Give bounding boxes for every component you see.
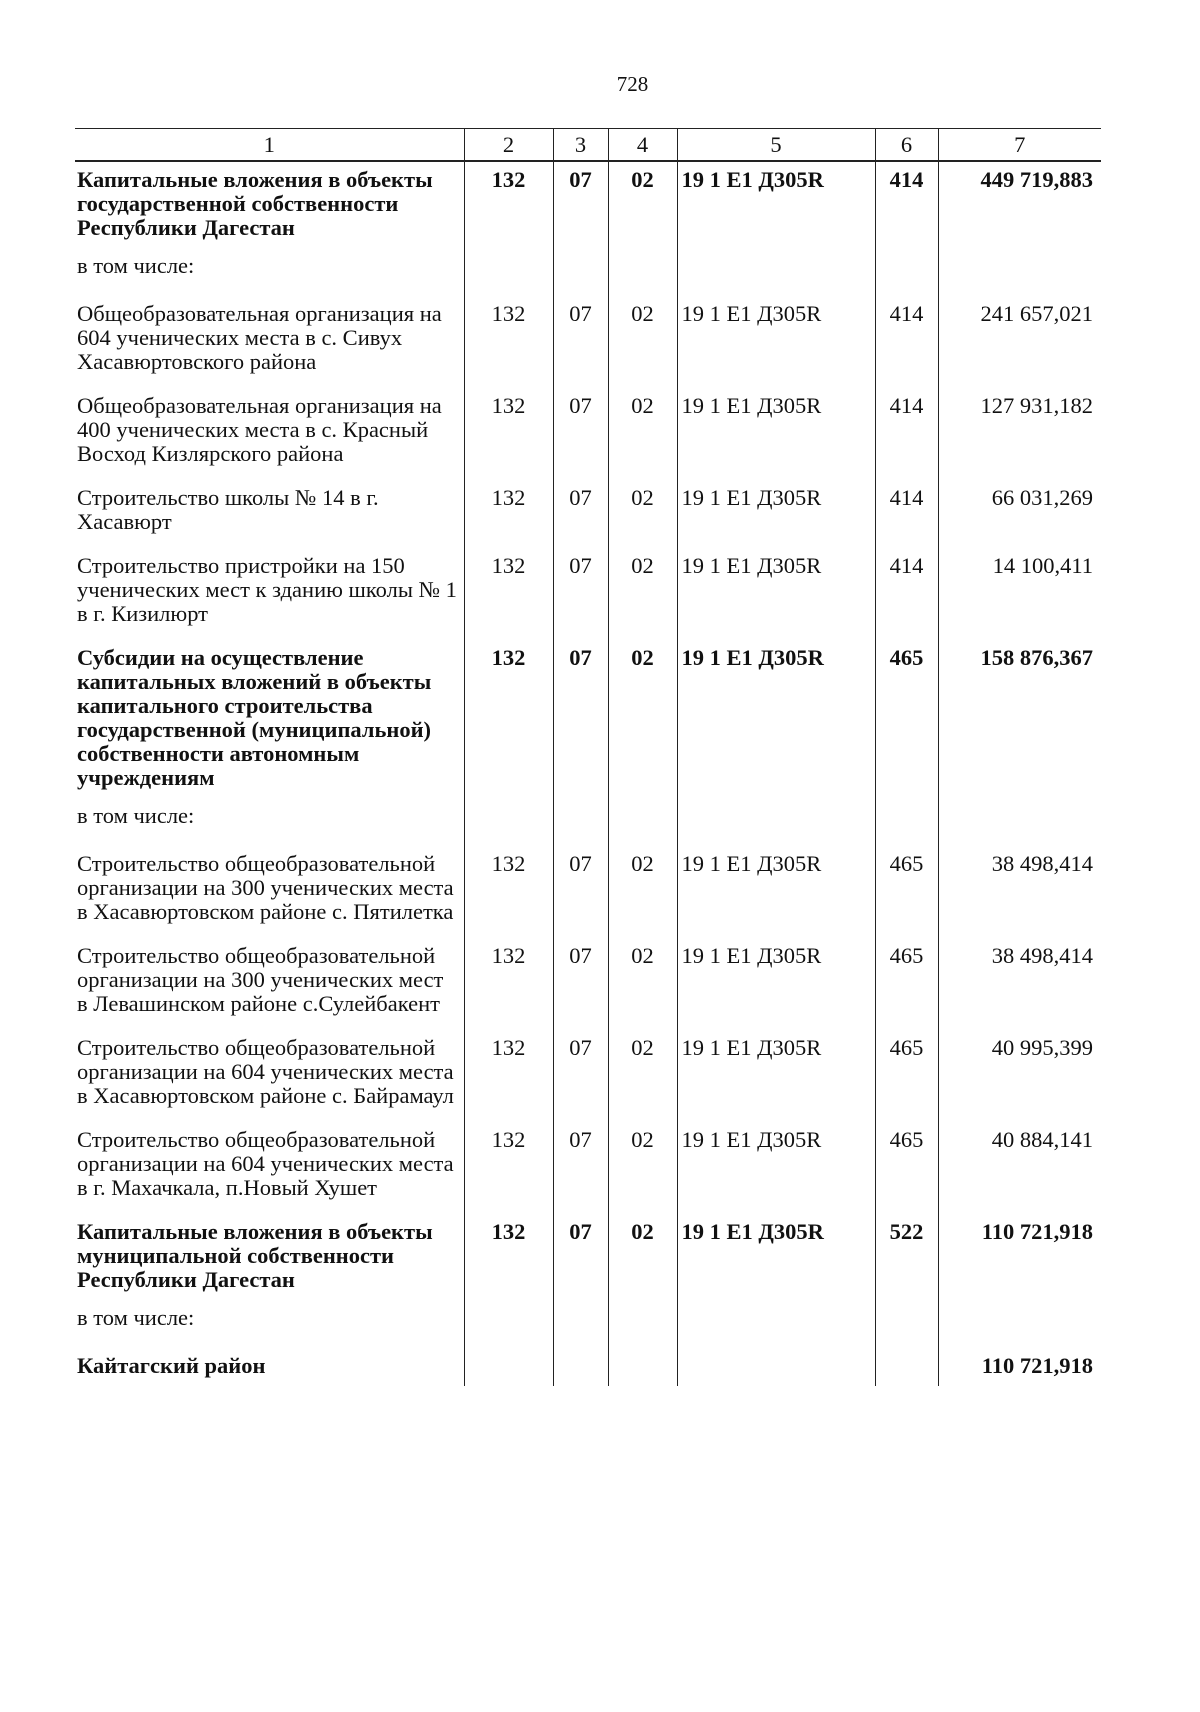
table-row <box>75 480 1101 548</box>
page-number: 728 <box>616 72 649 96</box>
row-col6-cell: 414 <box>875 548 938 640</box>
row-col6-cell <box>875 1306 938 1348</box>
table-row <box>75 938 1101 1030</box>
table-row <box>75 388 1101 480</box>
row-col2-cell: 132 <box>464 1030 553 1122</box>
row-col6-cell: 414 <box>875 480 938 548</box>
row-col4-cell: 02 <box>608 1214 677 1306</box>
row-amount-cell: 40 995,399 <box>938 1030 1101 1122</box>
row-name-cell: Строительство общеобразовательной организации на 604 ученических места в Хасавюртовском районе с. Байрамаул <box>77 1035 454 1108</box>
row-col3-cell: 07 <box>553 1214 608 1306</box>
row-amount-cell: 66 031,269 <box>938 480 1101 548</box>
row-col5-cell <box>677 254 875 296</box>
row-col6-cell <box>875 804 938 846</box>
row-col3-cell <box>553 804 608 846</box>
table-row <box>75 1030 1101 1122</box>
row-name-cell: Строительство общеобразовательной организации на 604 ученических места в г. Махачкала, п.Новый Хушет <box>77 1127 454 1200</box>
row-col5-cell: 19 1 Е1 Д305R <box>677 846 875 938</box>
row-col3-cell <box>553 254 608 296</box>
row-col6-cell <box>875 1348 938 1386</box>
row-col2-cell: 132 <box>464 388 553 480</box>
row-amount-cell <box>938 254 1101 296</box>
row-col2-cell <box>464 254 553 296</box>
row-col6-cell: 465 <box>875 846 938 938</box>
table-row <box>75 254 1101 296</box>
row-col4-cell <box>608 804 677 846</box>
row-amount-cell: 40 884,141 <box>938 1122 1101 1214</box>
header-col-1: 1 <box>75 129 464 162</box>
row-col4-cell: 02 <box>608 1122 677 1214</box>
row-col2-cell: 132 <box>464 548 553 640</box>
row-col6-cell: 465 <box>875 1122 938 1214</box>
row-col2-cell: 132 <box>464 480 553 548</box>
row-col3-cell: 07 <box>553 480 608 548</box>
row-col5-cell <box>677 1306 875 1348</box>
row-col3-cell: 07 <box>553 161 608 254</box>
table-row <box>75 846 1101 938</box>
row-amount-cell: 110 721,918 <box>938 1214 1101 1306</box>
row-col6-cell: 414 <box>875 296 938 388</box>
row-col6-cell: 522 <box>875 1214 938 1306</box>
row-col6-cell: 414 <box>875 388 938 480</box>
row-amount-cell: 110 721,918 <box>938 1348 1101 1386</box>
row-col4-cell: 02 <box>608 480 677 548</box>
row-col4-cell: 02 <box>608 296 677 388</box>
header-col-7: 7 <box>938 129 1101 162</box>
row-name-cell: Кайтагский район <box>77 1353 266 1378</box>
row-col3-cell: 07 <box>553 640 608 804</box>
row-col3-cell <box>553 1348 608 1386</box>
row-name-cell: Строительство школы № 14 в г. Хасавюрт <box>77 485 379 534</box>
row-col5-cell: 19 1 Е1 Д305R <box>677 1122 875 1214</box>
row-col3-cell: 07 <box>553 548 608 640</box>
table-row <box>75 161 1101 254</box>
row-col5-cell: 19 1 Е1 Д305R <box>677 388 875 480</box>
row-col2-cell <box>464 804 553 846</box>
row-col3-cell: 07 <box>553 1030 608 1122</box>
row-col2-cell <box>464 1348 553 1386</box>
row-amount-cell: 14 100,411 <box>938 548 1101 640</box>
row-col3-cell: 07 <box>553 846 608 938</box>
header-col-2: 2 <box>464 129 553 162</box>
row-col4-cell: 02 <box>608 548 677 640</box>
header-col-4: 4 <box>608 129 677 162</box>
table-body <box>75 161 1101 1386</box>
row-col2-cell <box>464 1306 553 1348</box>
row-amount-cell <box>938 1306 1101 1348</box>
row-col6-cell: 465 <box>875 640 938 804</box>
row-col5-cell: 19 1 Е1 Д305R <box>677 548 875 640</box>
table-row <box>75 1214 1101 1306</box>
row-col2-cell: 132 <box>464 846 553 938</box>
row-name-cell: Строительство общеобразовательной организации на 300 ученических мест в Левашинском районе с.Сулейбакент <box>77 943 444 1016</box>
row-col3-cell: 07 <box>553 388 608 480</box>
row-col2-cell: 132 <box>464 640 553 804</box>
row-col5-cell: 19 1 Е1 Д305R <box>677 640 875 804</box>
row-amount-cell: 38 498,414 <box>938 938 1101 1030</box>
row-col4-cell <box>608 1348 677 1386</box>
row-col2-cell: 132 <box>464 1214 553 1306</box>
row-col2-cell: 132 <box>464 1122 553 1214</box>
row-name-cell: в том числе: <box>77 253 195 278</box>
row-col4-cell: 02 <box>608 846 677 938</box>
row-col6-cell: 414 <box>875 161 938 254</box>
row-amount-cell <box>938 804 1101 846</box>
header-col-6: 6 <box>875 129 938 162</box>
row-col5-cell <box>677 804 875 846</box>
row-name-cell: Строительство пристройки на 150 ученических мест к зданию школы № 1 в г. Кизилюрт <box>77 553 457 626</box>
row-col2-cell: 132 <box>464 938 553 1030</box>
budget-table <box>75 128 1101 1386</box>
row-name-cell: Капитальные вложения в объекты государственной собственности Республики Дагестан <box>77 167 433 240</box>
header-col-3: 3 <box>553 129 608 162</box>
table-row <box>75 1122 1101 1214</box>
table-header-row <box>75 129 1101 162</box>
row-col3-cell <box>553 1306 608 1348</box>
row-col5-cell <box>677 1348 875 1386</box>
row-amount-cell: 38 498,414 <box>938 846 1101 938</box>
table-row <box>75 1306 1101 1348</box>
row-col3-cell: 07 <box>553 1122 608 1214</box>
row-col4-cell: 02 <box>608 161 677 254</box>
row-amount-cell: 127 931,182 <box>938 388 1101 480</box>
row-amount-cell: 241 657,021 <box>938 296 1101 388</box>
row-col5-cell: 19 1 Е1 Д305R <box>677 480 875 548</box>
row-col5-cell: 19 1 Е1 Д305R <box>677 296 875 388</box>
row-col3-cell: 07 <box>553 296 608 388</box>
row-col4-cell: 02 <box>608 1030 677 1122</box>
row-name-cell: Общеобразовательная организация на 604 ученических места в с. Сивух Хасавюртовского района <box>77 301 442 374</box>
table-row <box>75 1348 1101 1386</box>
header-col-5: 5 <box>677 129 875 162</box>
row-name-cell: в том числе: <box>77 1305 195 1330</box>
row-col5-cell: 19 1 Е1 Д305R <box>677 1214 875 1306</box>
row-col6-cell: 465 <box>875 938 938 1030</box>
row-col3-cell: 07 <box>553 938 608 1030</box>
row-col2-cell: 132 <box>464 296 553 388</box>
row-col5-cell: 19 1 Е1 Д305R <box>677 938 875 1030</box>
row-col4-cell: 02 <box>608 388 677 480</box>
table-row <box>75 548 1101 640</box>
row-name-cell: Общеобразовательная организация на 400 ученических места в с. Красный Восход Кизлярского района <box>77 393 442 466</box>
table-row <box>75 296 1101 388</box>
row-amount-cell: 158 876,367 <box>938 640 1101 804</box>
row-name-cell: Строительство общеобразовательной организации на 300 ученических места в Хасавюртовском районе с. Пятилетка <box>77 851 454 924</box>
table-row <box>75 804 1101 846</box>
table-row <box>75 640 1101 804</box>
row-col4-cell: 02 <box>608 640 677 804</box>
row-col2-cell: 132 <box>464 161 553 254</box>
row-name-cell: в том числе: <box>77 803 195 828</box>
row-col6-cell <box>875 254 938 296</box>
row-col4-cell <box>608 1306 677 1348</box>
row-name-cell: Капитальные вложения в объекты муниципальной собственности Республики Дагестан <box>77 1219 433 1292</box>
row-amount-cell: 449 719,883 <box>938 161 1101 254</box>
row-name-cell: Субсидии на осуществление капитальных вложений в объекты капитального строительства государственной (муниципальной) собственности автономным учреждениям <box>77 645 432 790</box>
row-col6-cell: 465 <box>875 1030 938 1122</box>
row-col4-cell <box>608 254 677 296</box>
row-col5-cell: 19 1 Е1 Д305R <box>677 1030 875 1122</box>
row-col4-cell: 02 <box>608 938 677 1030</box>
row-col5-cell: 19 1 Е1 Д305R <box>677 161 875 254</box>
